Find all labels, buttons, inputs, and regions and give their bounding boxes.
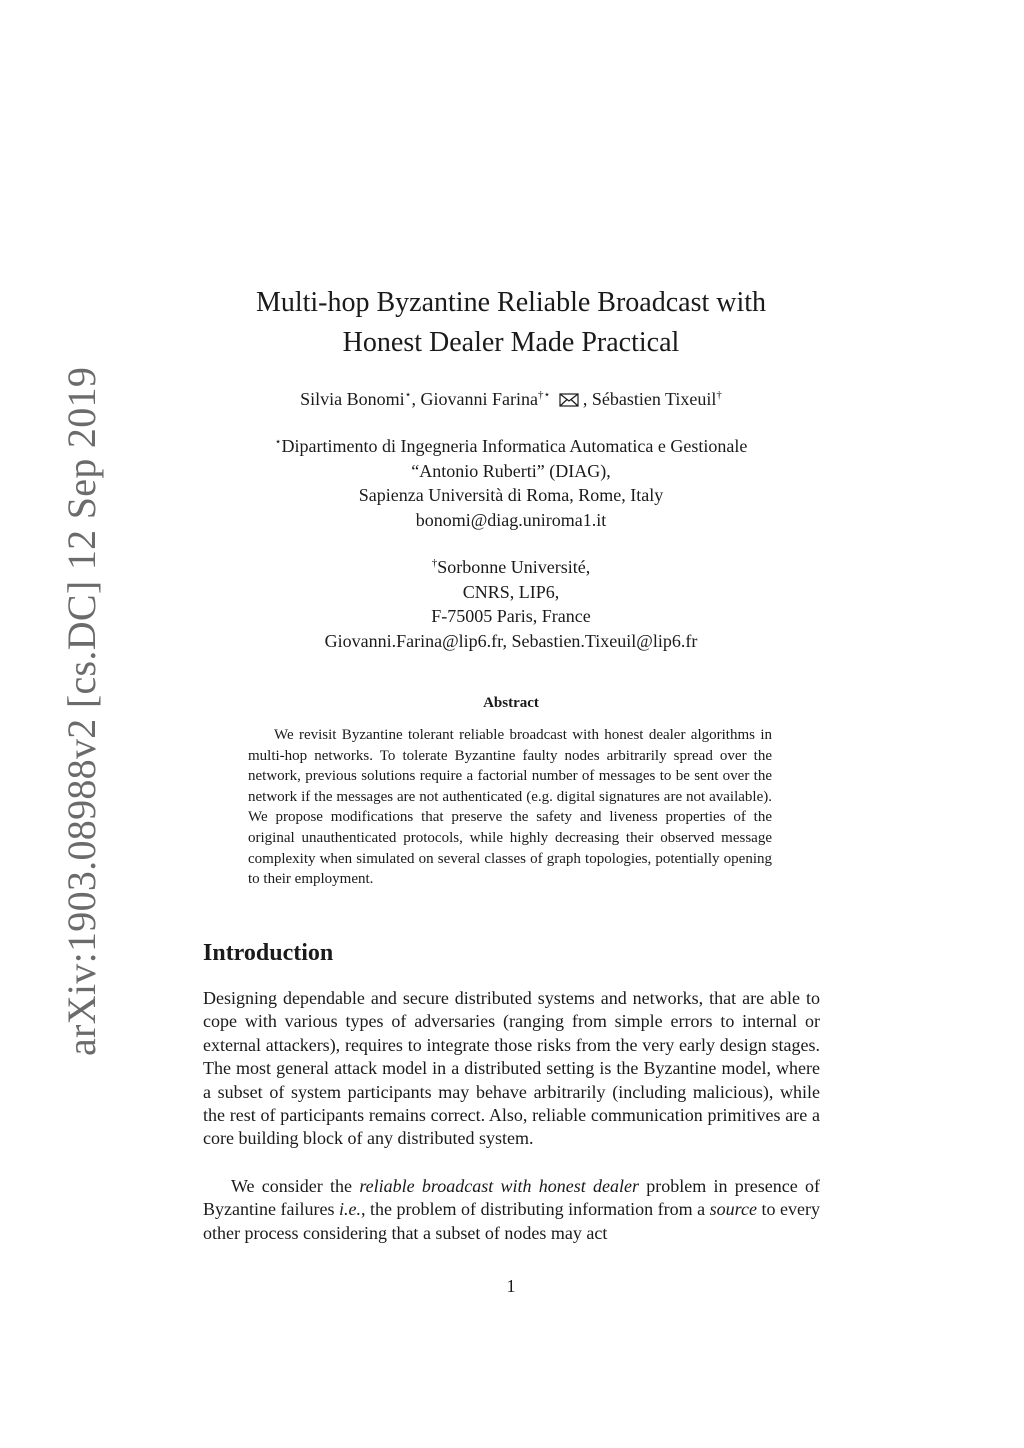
- para2-text-d: to every other process considering that a subset of nodes may act: [203, 1199, 820, 1243]
- paper-title: [200, 283, 822, 363]
- abstract-body: We revisit Byzantine tolerant reliable broadcast with honest dealer algorithms in multi-hop networks. To tolerate Byzantine faulty nodes arbitrarily spread over the network, previous solutions require a factorial number of messages to be sent over the network if the messages are not authenticated (e.g. digital signatures are not available). We propose modifications that preserve the safety and liveness properties of the original unauthenticated protocols, while highly decreasing their observed message complexity when simulated on several classes of graph topologies, potentially opening to their employment.: [248, 727, 772, 888]
- author-tixeuil: Sébastien Tixeuil: [591, 389, 717, 409]
- affiliation-sorbonne-line-3: F-75005 Paris, France: [431, 606, 591, 626]
- para2-text-a: We consider the: [231, 1176, 360, 1196]
- title-line-1: Multi-hop Byzantine Reliable Broadcast with: [255, 287, 767, 318]
- author-farina: Giovanni Farina: [420, 389, 538, 409]
- page-number: 1: [506, 1276, 516, 1296]
- para2-emphasis-problem: reliable broadcast with honest dealer: [359, 1176, 640, 1196]
- affiliation-diag-line-2: “Antonio Ruberti” (DIAG),: [411, 460, 611, 481]
- arxiv-identifier: arXiv:1903.08988v2 [cs.DC] 12 Sep 2019: [59, 366, 104, 1056]
- para2-emphasis-source: source: [709, 1199, 757, 1220]
- affiliation-sorbonne: [200, 551, 822, 653]
- affiliation-diag: [200, 430, 822, 532]
- author-separator: ,: [411, 389, 421, 409]
- affiliation-sorbonne-line-2: CNRS, LIP6,: [462, 581, 560, 602]
- affiliation-diag-mark: ⋆: [274, 436, 282, 448]
- author-list: [200, 383, 822, 413]
- author-farina-mark: †⋆: [537, 389, 551, 401]
- affiliation-sorbonne-mark: †: [431, 557, 438, 569]
- affiliation-diag-line-3: Sapienza Università di Roma, Rome, Italy: [358, 485, 664, 505]
- author-bonomi: Silvia Bonomi: [300, 389, 405, 409]
- envelope-icon: [559, 389, 579, 413]
- affiliation-sorbonne-emails: Giovanni.Farina@lip6.fr, Sebastien.Tixeuil@lip6.fr: [324, 630, 698, 651]
- affiliation-diag-email: bonomi@diag.uniroma1.it: [415, 509, 607, 530]
- author-separator: ,: [582, 389, 592, 409]
- para2-emphasis-ie: i.e.: [339, 1199, 361, 1220]
- author-tixeuil-mark: †: [716, 389, 722, 401]
- introduction-paragraph-1: Designing dependable and secure distributed systems and networks, that are able to cope with various types of adversaries (ranging from simple errors to internal or external attackers), requires to integrate those risks from the very early design stages. The most general attack model in a distributed setting is the Byzantine model, where a subset of system participants may behave arbitrarily (including malicious), while the rest of participants remains correct. Also, reliable communication primitives are a core building block of any distributed system.: [203, 988, 820, 1149]
- affiliation-diag-line-1: Dipartimento di Ingegneria Informatica Automatica e Gestionale: [281, 436, 748, 456]
- abstract-heading: Abstract: [483, 695, 539, 711]
- introduction-paragraph-2: [203, 1175, 820, 1245]
- author-bonomi-mark: ⋆: [404, 389, 412, 401]
- affiliation-sorbonne-line-1: Sorbonne Université,: [437, 557, 591, 577]
- para2-text-c: , the problem of distributing information from a: [361, 1199, 710, 1220]
- para2-text-b: problem in presence of Byzantine failures: [203, 1176, 821, 1220]
- title-line-2: Honest Dealer Made Practical: [342, 327, 680, 358]
- introduction-heading: Introduction: [203, 940, 334, 966]
